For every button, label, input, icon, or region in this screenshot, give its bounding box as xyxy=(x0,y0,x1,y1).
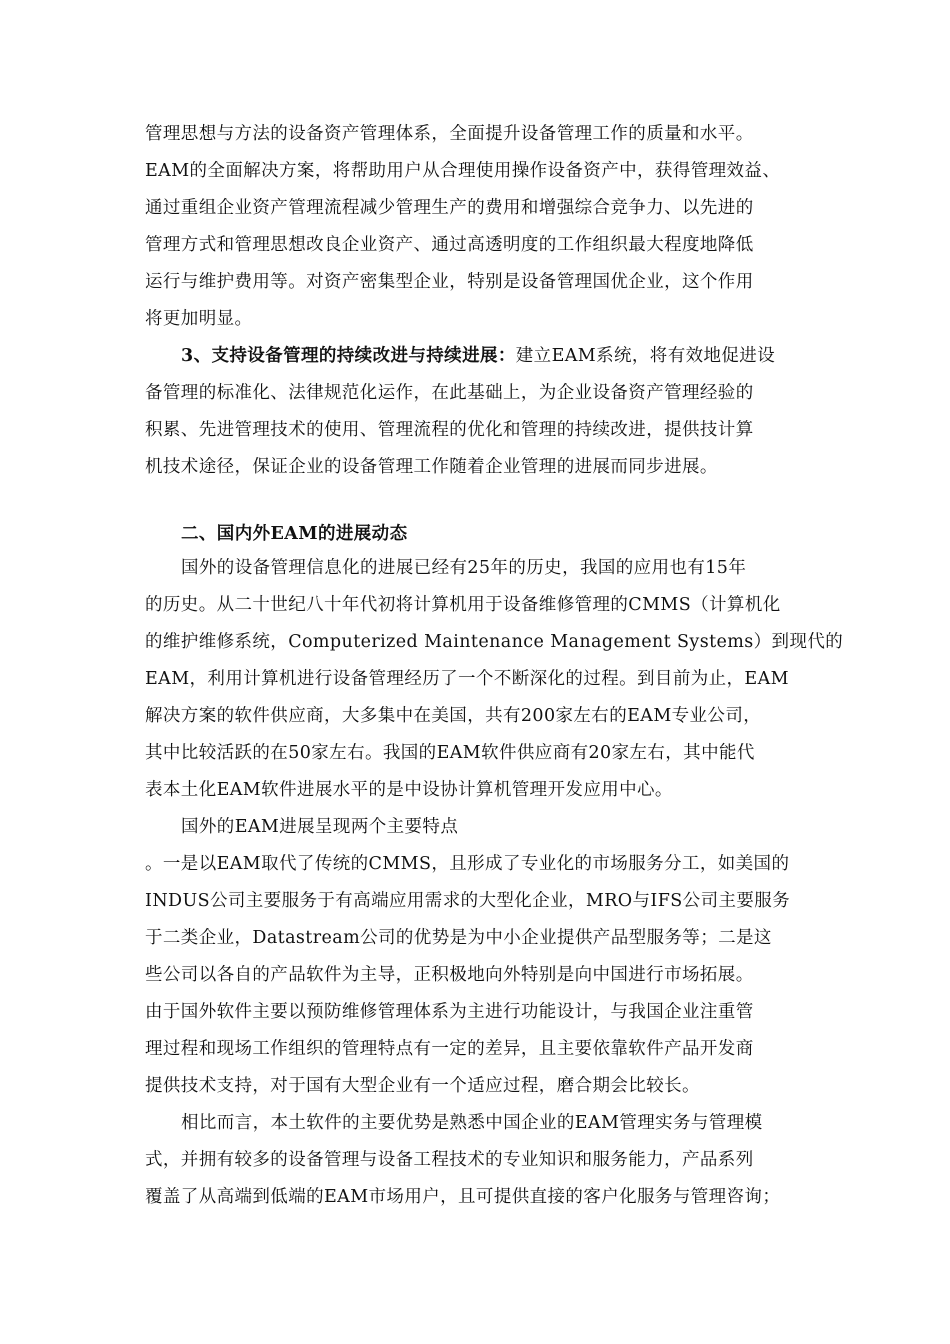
paragraph-line: 将更加明显。 xyxy=(145,309,253,329)
paragraph-line: 运行与维护费用等。对资产密集型企业，特别是设备管理国优企业，这个作用 xyxy=(145,272,754,292)
paragraph-line: 覆盖了从高端到低端的EAM市场用户，且可提供直接的客户化服务与管理咨询； xyxy=(145,1187,781,1207)
paragraph-line: 通过重组企业资产管理流程减少管理生产的费用和增强综合竞争力、以先进的 xyxy=(145,198,754,218)
paragraph-line: 管理思想与方法的设备资产管理体系，全面提升设备管理工作的质量和水平。 xyxy=(145,124,754,144)
paragraph-line: 备管理的标准化、法律规范化运作，在此基础上，为企业设备资产管理经验的 xyxy=(145,383,754,403)
paragraph-line: 由于国外软件主要以预防维修管理体系为主进行功能设计，与我国企业注重管 xyxy=(145,1002,754,1022)
numbered-point-text: 建立EAM系统，将有效地促进设 xyxy=(515,346,776,366)
paragraph-line: 式，并拥有较多的设备管理与设备工程技术的专业知识和服务能力，产品系列 xyxy=(145,1150,754,1170)
paragraph-line: 表本土化EAM软件进展水平的是中设协计算机管理开发应用中心。 xyxy=(145,780,673,800)
paragraph-line: 管理方式和管理思想改良企业资产、通过高透明度的工作组织最大程度地降低 xyxy=(145,235,754,255)
paragraph-line: 积累、先进管理技术的使用、管理流程的优化和管理的持续改进，提供技计算 xyxy=(145,420,754,440)
paragraph-line: 理过程和现场工作组织的管理特点有一定的差异，且主要依靠软件产品开发商 xyxy=(145,1039,754,1059)
paragraph-line: 国外的设备管理信息化的进展已经有25年的历史，我国的应用也有15年 xyxy=(181,558,747,578)
paragraph-line: 相比而言，本土软件的主要优势是熟悉中国企业的EAM管理实务与管理模 xyxy=(181,1113,763,1133)
section-heading: 二、国内外EAM的进展动态 xyxy=(181,524,408,544)
paragraph-line: 国外的EAM进展呈现两个主要特点 xyxy=(181,817,459,837)
paragraph-line: 的维护维修系统，Computerized Maintenance Management Systems）到现代的 xyxy=(145,632,844,652)
paragraph-line: 。一是以EAM取代了传统的CMMS，且形成了专业化的市场服务分工，如美国的 xyxy=(145,854,790,874)
paragraph-line: 些公司以各自的产品软件为主导，正积极地向外特别是向中国进行市场拓展。 xyxy=(145,965,754,985)
paragraph-line: INDUS公司主要服务于有高端应用需求的大型化企业，MRO与IFS公司主要服务 xyxy=(145,891,791,911)
paragraph-line: 的历史。从二十世纪八十年代初将计算机用于设备维修管理的CMMS（计算机化 xyxy=(145,595,781,615)
paragraph-line: EAM，利用计算机进行设备管理经历了一个不断深化的过程。到目前为止，EAM xyxy=(145,669,789,689)
numbered-point-title: 3、支持设备管理的持续改进与持续进展： xyxy=(181,346,516,366)
paragraph-line: 于二类企业，Datastream公司的优势是为中小企业提供产品型服务等；二是这 xyxy=(145,928,772,948)
numbered-point-line xyxy=(181,344,775,368)
paragraph-line: 解决方案的软件供应商，大多集中在美国，共有200家左右的EAM专业公司， xyxy=(145,706,762,726)
paragraph-line: 其中比较活跃的在50家左右。我国的EAM软件供应商有20家左右，其中能代 xyxy=(145,743,755,763)
paragraph-line: EAM的全面解决方案，将帮助用户从合理使用操作设备资产中，获得管理效益、 xyxy=(145,161,781,181)
paragraph-line: 机技术途径，保证企业的设备管理工作随着企业管理的进展而同步进展。 xyxy=(145,457,718,477)
paragraph-line: 提供技术支持，对于国有大型企业有一个适应过程，磨合期会比较长。 xyxy=(145,1076,700,1096)
